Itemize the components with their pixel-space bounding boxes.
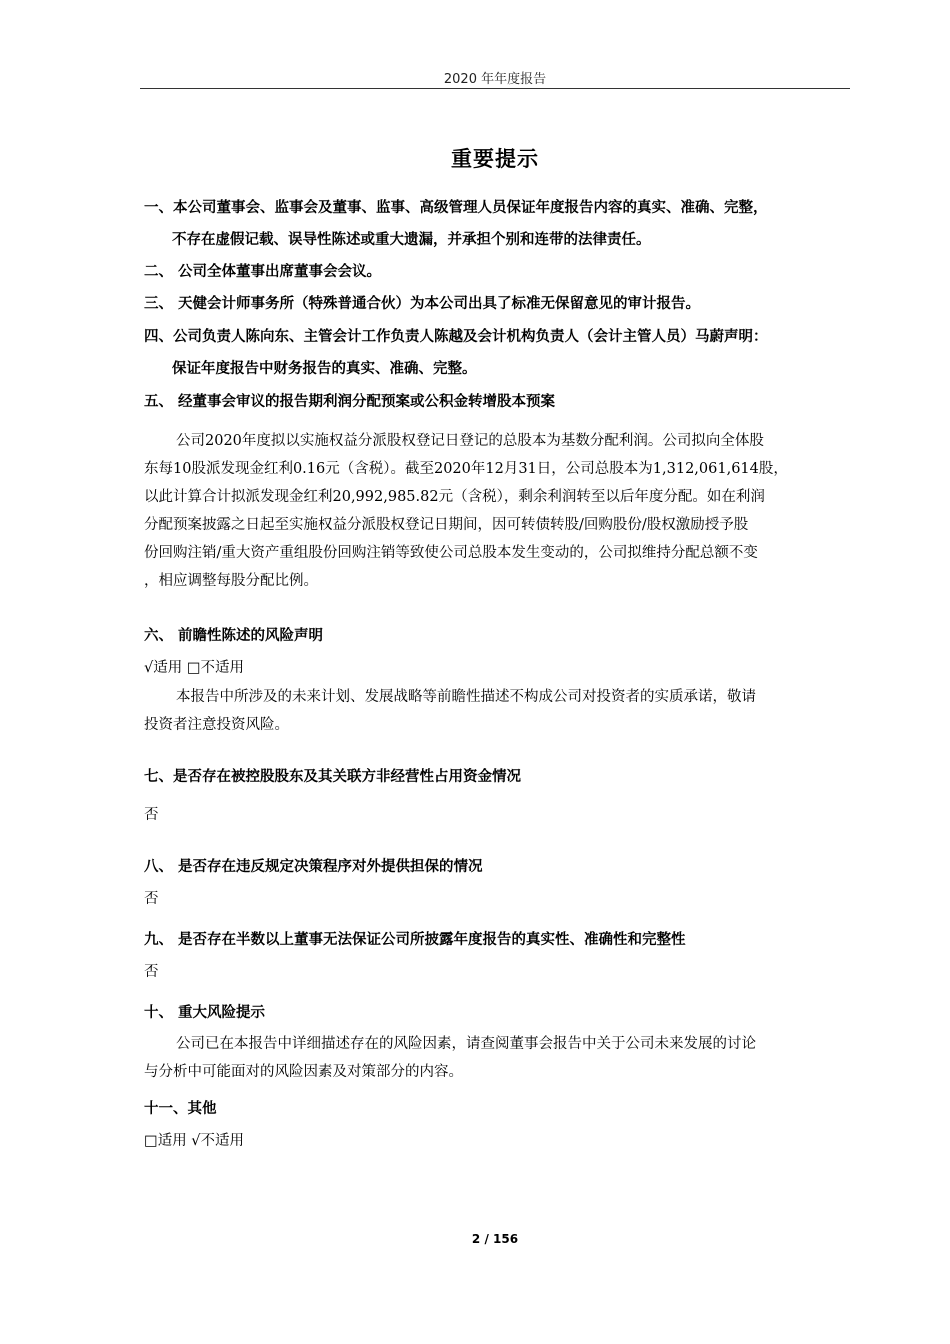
- item-1-line-1: 一、本公司董事会、监事会及董事、监事、高级管理人员保证年度报告内容的真实、准确、完整，: [144, 200, 768, 216]
- item-7-heading: 七、是否存在被控股股东及其关联方非经营性占用资金情况: [144, 769, 521, 785]
- item-2: 二、 公司全体董事出席董事会会议。: [144, 264, 382, 280]
- profit-distribution-paragraph: [144, 427, 850, 595]
- item-9-heading: 九、 是否存在半数以上董事无法保证公司所披露年度报告的真实性、准确性和完整性: [144, 932, 686, 948]
- paragraph-line: 东每10股派发现金红利0.16元（含税）。截至2020年12月31日，公司总股本为1,312,061,614股，: [144, 461, 788, 477]
- paragraph-line: 本报告中所涉及的未来计划、发展战略等前瞻性描述不构成公司对投资者的实质承诺，敬请: [176, 689, 756, 705]
- item-10-heading: 十、 重大风险提示: [144, 1005, 266, 1021]
- paragraph-line: 公司已在本报告中详细描述存在的风险因素，请查阅董事会报告中关于公司未来发展的讨论: [176, 1036, 756, 1052]
- page-number: 2 / 156: [471, 1232, 519, 1246]
- item-8-answer: 否: [144, 891, 159, 907]
- item-4-line-2: 保证年度报告中财务报告的真实、准确、完整。: [172, 361, 477, 377]
- paragraph-line: 与分析中可能面对的风险因素及对策部分的内容。: [144, 1064, 463, 1080]
- running-header: 2020 年年度报告: [443, 72, 547, 87]
- item-11-applicability: □适用 √不适用: [144, 1133, 245, 1149]
- header-divider: [140, 88, 850, 89]
- item-8-heading: 八、 是否存在违反规定决策程序对外提供担保的情况: [144, 859, 483, 875]
- item-4-line-1: 四、公司负责人陈向东、主管会计工作负责人陈越及会计机构负责人（会计主管人员）马蔚声明：: [144, 329, 768, 345]
- paragraph-line: 投资者注意投资风险。: [144, 717, 289, 733]
- forward-looking-paragraph: [144, 683, 850, 739]
- item-5-heading: 五、 经董事会审议的报告期利润分配预案或公积金转增股本预案: [144, 394, 556, 410]
- item-1-line-2: 不存在虚假记载、误导性陈述或重大遗漏，并承担个别和连带的法律责任。: [172, 232, 651, 248]
- item-9-answer: 否: [144, 964, 159, 980]
- item-3: 三、 天健会计师事务所（特殊普通合伙）为本公司出具了标准无保留意见的审计报告。: [144, 296, 701, 312]
- risk-paragraph: [144, 1030, 850, 1086]
- paragraph-line: ，相应调整每股分配比例。: [144, 573, 318, 589]
- paragraph-line: 以此计算合计拟派发现金红利20,992,985.82元（含税），剩余利润转至以后年度分配。如在利润: [144, 489, 765, 505]
- paragraph-line: 公司2020年度拟以实施权益分派股权登记日登记的总股本为基数分配利润。公司拟向全体股: [176, 433, 764, 449]
- item-6-applicability: √适用 □不适用: [144, 660, 245, 676]
- item-7-answer: 否: [144, 807, 159, 823]
- item-6-heading: 六、 前瞻性陈述的风险声明: [144, 628, 324, 644]
- page-title: 重要提示: [451, 147, 539, 171]
- item-11-heading: 十一、其他: [144, 1101, 217, 1117]
- paragraph-line: 分配预案披露之日起至实施权益分派股权登记日期间，因可转债转股/回购股份/股权激励授予股: [144, 517, 749, 533]
- paragraph-line: 份回购注销/重大资产重组股份回购注销等致使公司总股本发生变动的，公司拟维持分配总额不变: [144, 545, 758, 561]
